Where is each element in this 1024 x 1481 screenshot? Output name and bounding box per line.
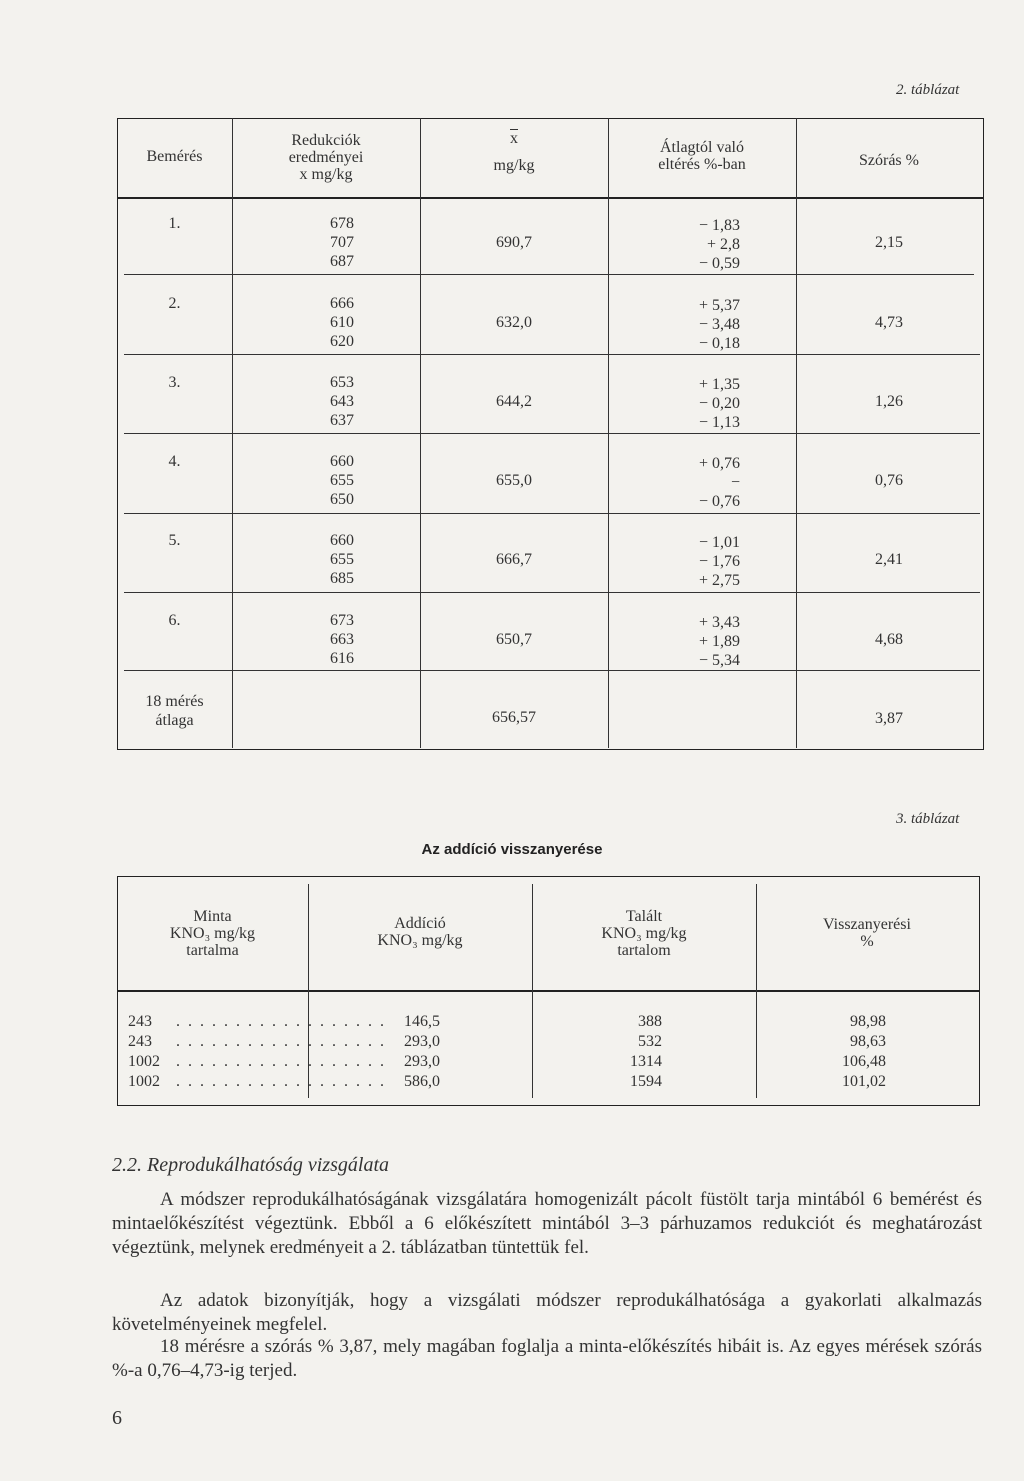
- table2-row-results: 666 610 620: [330, 295, 354, 350]
- table2-row-number: 3.: [168, 374, 181, 391]
- table2-summary-label: 18 mérés átlaga: [145, 693, 204, 729]
- table3-row-found: 388: [638, 1013, 662, 1030]
- table2-row-number: 1.: [168, 215, 181, 232]
- table2-row-sd: 2,15: [875, 234, 903, 251]
- table2-row-mean: 632,0: [496, 314, 532, 331]
- table3-row-sample: 243: [128, 1013, 152, 1030]
- table2-row-sd: 0,76: [875, 472, 903, 489]
- table2-header-deviation: Átlagtól való eltérés %-ban: [658, 139, 746, 173]
- table2-row-divider: [124, 433, 980, 434]
- table2-row-deviation: − 1,83 + 2,8 − 0,59: [698, 217, 740, 272]
- table2-row-results: 678 707 687: [330, 215, 354, 270]
- table2-row-divider: [124, 592, 980, 593]
- table2-row-results: 653 643 637: [330, 374, 354, 429]
- table2-row-number: 2.: [168, 295, 181, 312]
- table2-row-divider: [124, 513, 980, 514]
- table2-row-mean: 666,7: [496, 551, 532, 568]
- table3-row-sample: 1002: [128, 1073, 160, 1090]
- table2-header-divider: [117, 197, 983, 199]
- table2-row-sd: 2,41: [875, 551, 903, 568]
- table2-row-deviation: + 3,43 + 1,89 − 5,34: [698, 614, 740, 669]
- table2-row-deviation: + 5,37 − 3,48 − 0,18: [698, 297, 740, 352]
- table3-header-sample: Minta KNO₃ mg/kg tartalma: [169, 908, 256, 959]
- paragraph-2: Az adatok bizonyítják, hogy a vizsgálati módszer reprodukálhatósága a gyakorlati alkalmazás követelményeinek megfelel.: [112, 1290, 982, 1335]
- dot-leader: . . . . . . . . . . . . . . . . . .: [176, 1013, 386, 1030]
- dot-leader: . . . . . . . . . . . . . . . . . .: [176, 1073, 386, 1090]
- table2-header-bemeres: Bemérés: [146, 148, 203, 165]
- table2-row-sd: 4,73: [875, 314, 903, 331]
- table2-row-mean: 650,7: [496, 631, 532, 648]
- dot-leader: . . . . . . . . . . . . . . . . . .: [176, 1033, 386, 1050]
- table3-title: Az addíció visszanyerése: [421, 841, 603, 858]
- table3-header-recovery: Visszanyerési %: [823, 916, 911, 950]
- table2-row-number: 4.: [168, 453, 181, 470]
- table2-row-mean: 655,0: [496, 472, 532, 489]
- table3-header-found: Talált KNO₃ mg/kg tartalom: [601, 908, 687, 959]
- table3-row-found: 532: [638, 1033, 662, 1050]
- table2-row-sd: 4,68: [875, 631, 903, 648]
- table2-row-results: 660 655 650: [330, 453, 354, 508]
- table3-row-added: 586,0: [404, 1073, 440, 1090]
- mean-unit: mg/kg: [493, 157, 535, 174]
- table3-row-recovery: 101,02: [842, 1073, 886, 1090]
- table3-row-recovery: 98,63: [850, 1033, 886, 1050]
- table3-row-sample: 243: [128, 1033, 152, 1050]
- table2-row-number: 5.: [168, 532, 181, 549]
- page-number: 6: [112, 1407, 122, 1429]
- table3-row-found: 1594: [630, 1073, 662, 1090]
- dot-leader: . . . . . . . . . . . . . . . . . .: [176, 1053, 386, 1070]
- table3-row-added: 146,5: [404, 1013, 440, 1030]
- table2-row-mean: 644,2: [496, 393, 532, 410]
- table2-row-deviation: + 0,76 − − 0,76: [698, 455, 740, 510]
- table2-summary-mean: 656,57: [492, 709, 536, 726]
- table3-row-recovery: 106,48: [842, 1053, 886, 1070]
- table3-header-divider: [117, 990, 979, 992]
- table2-row-deviation: − 1,01 − 1,76 + 2,75: [698, 534, 740, 589]
- table2-row-results: 673 663 616: [330, 612, 354, 667]
- table3-row-added: 293,0: [404, 1053, 440, 1070]
- table2-header-mean: [420, 130, 608, 174]
- table2-header-results: Redukciók eredményei x mg/kg: [288, 132, 364, 183]
- section-title: 2.2. Reprodukálhatóság vizsgálata: [112, 1154, 390, 1176]
- table2-summary-sd: 3,87: [875, 710, 903, 727]
- table2-row-deviation: + 1,35 − 0,20 − 1,13: [698, 376, 740, 431]
- table2-row-divider: [124, 274, 974, 275]
- table3-caption: 3. táblázat: [896, 811, 960, 827]
- table2-row-results: 660 655 685: [330, 532, 354, 587]
- table2-row-number: 6.: [168, 612, 181, 629]
- table3-row-added: 293,0: [404, 1033, 440, 1050]
- table3-row-found: 1314: [630, 1053, 662, 1070]
- table2-row-divider: [124, 354, 980, 355]
- table2-caption: 2. táblázat: [896, 82, 960, 98]
- table2-row-sd: 1,26: [875, 393, 903, 410]
- xbar-symbol: $\overline{x}$: [510, 130, 518, 147]
- table2-row-divider: [124, 670, 980, 671]
- table2-row-mean: 690,7: [496, 234, 532, 251]
- table3-header-addition: Addíció KNO₃ mg/kg: [377, 915, 463, 949]
- paragraph-1: A módszer reprodukálhatóságának vizsgálatára homogenizált pácolt füstölt tarja mintából 6 bemérést és mintaelőkészítést végeztünk. Ebből a 6 előkészített mintából 3–3 párhuzamos redukciót és meghatározást végeztünk, melynek eredményeit a 2. táblázatban tüntettük fel.: [112, 1189, 982, 1258]
- table3-row-sample: 1002: [128, 1053, 160, 1070]
- paragraph-3: 18 mérésre a szórás % 3,87, mely magában foglalja a minta-előkészítés hibáit is. Az egyes mérések szórás %-a 0,76–4,73-ig terjed.: [112, 1336, 982, 1381]
- table2-header-sd: Szórás %: [859, 152, 919, 169]
- table3-row-recovery: 98,98: [850, 1013, 886, 1030]
